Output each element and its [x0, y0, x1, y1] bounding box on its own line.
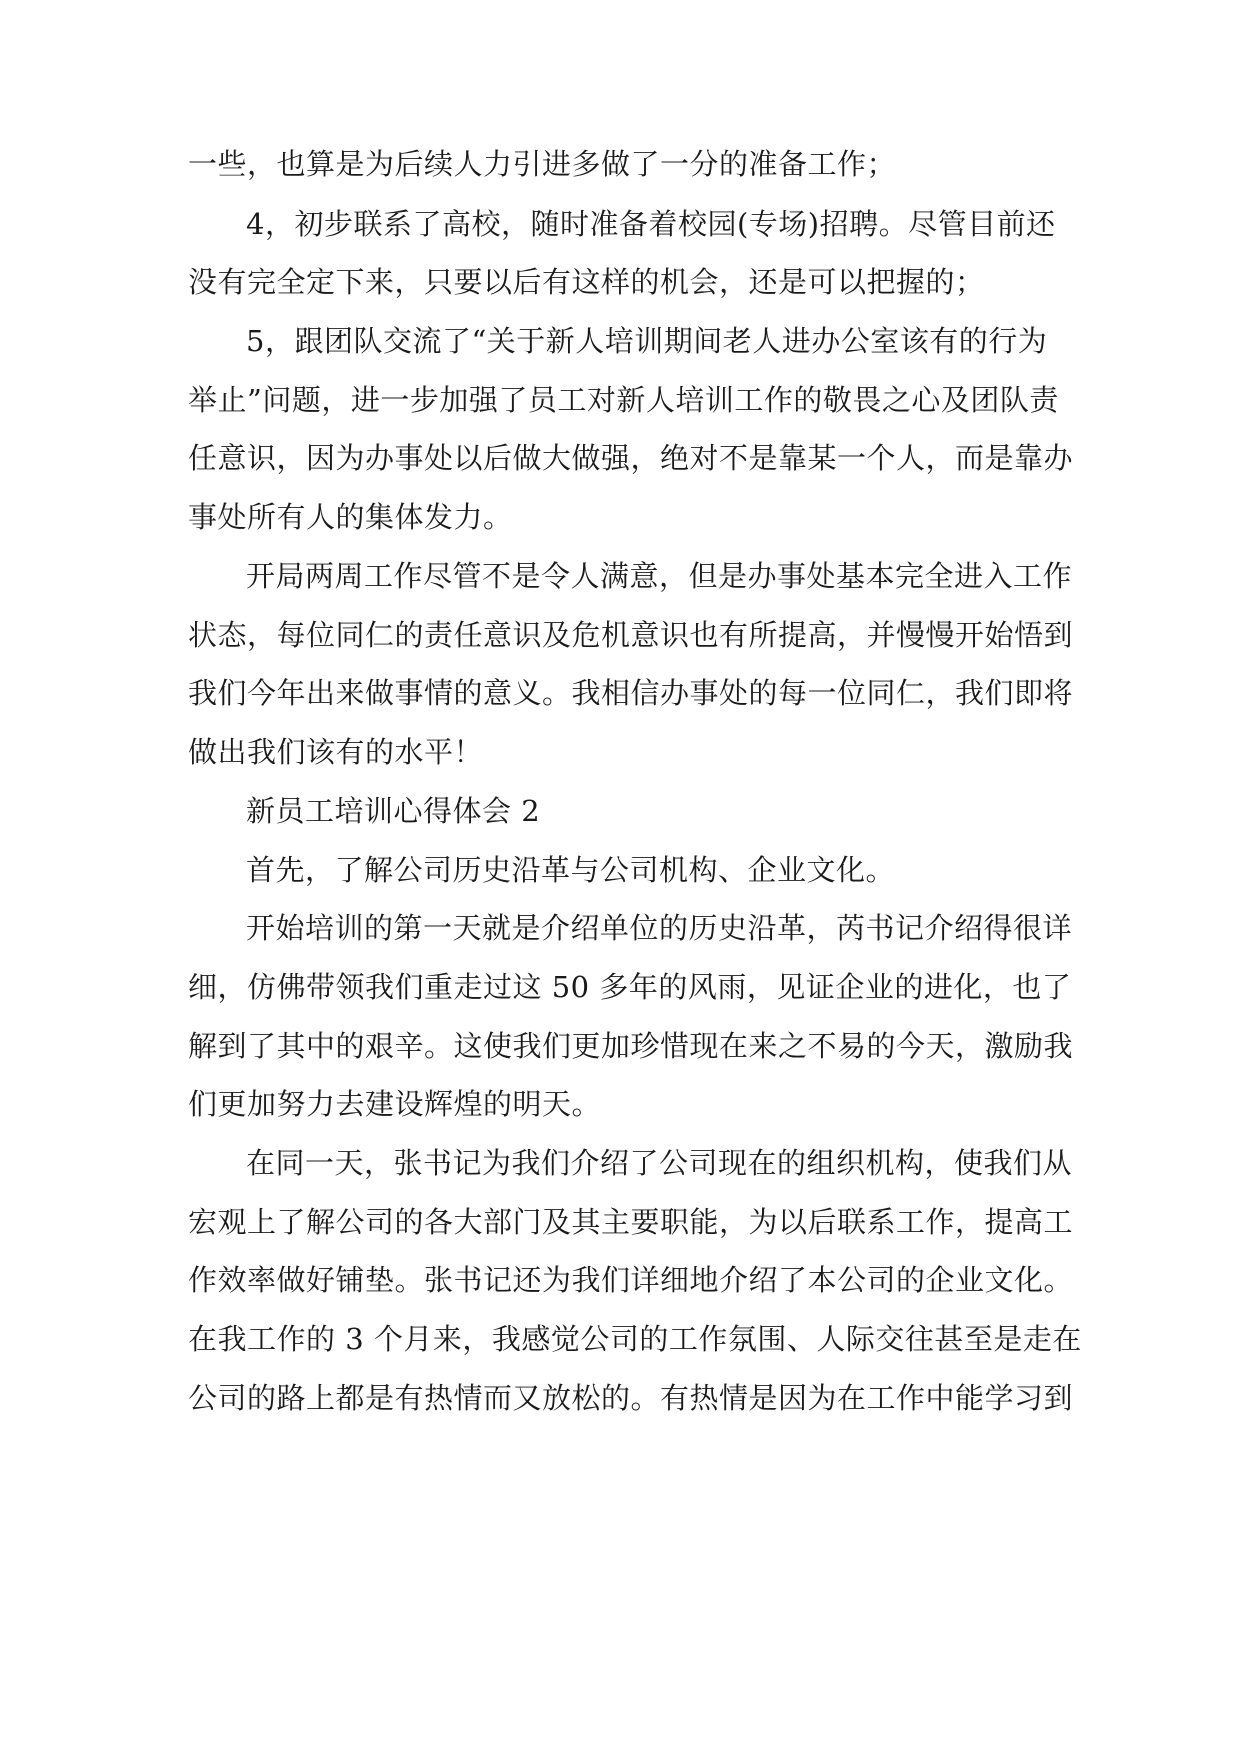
text-line: 一些，也算是为后续人力引进多做了一分的准备工作； — [188, 147, 897, 181]
text-line: 们更加努力去建设辉煌的明天。 — [188, 1087, 602, 1121]
text-line: 没有完全定下来，只要以后有这样的机会，还是可以把握的； — [188, 265, 985, 299]
section-heading: 新员工培训心得体会 2 — [246, 794, 541, 828]
text-line: 首先，了解公司历史沿革与公司机构、企业文化。 — [246, 853, 896, 887]
text-line: 开局两周工作尽管不是令人满意，但是办事处基本完全进入工作 — [246, 559, 1073, 593]
text-line: 解到了其中的艰辛。这使我们更加珍惜现在来之不易的今天，激励我 — [188, 1029, 1074, 1063]
text-line: 状态，每位同仁的责任意识及危机意识也有所提高，并慢慢开始悟到 — [188, 618, 1074, 652]
text-line: 4，初步联系了高校，随时准备着校园(专场)招聘。尽管目前还 — [246, 207, 1056, 241]
text-line: 做出我们该有的水平！ — [188, 735, 484, 769]
text-line: 细，仿佛带领我们重走过这 50 多年的风雨，见证企业的进化，也了 — [188, 970, 1072, 1004]
text-line: 我们今年出来做事情的意义。我相信办事处的每一位同仁，我们即将 — [188, 676, 1074, 710]
text-line: 宏观上了解公司的各大部门及其主要职能，为以后联系工作，提高工 — [188, 1205, 1074, 1239]
text-line: 任意识，因为办事处以后做大做强，绝对不是靠某一个人，而是靠办 — [188, 441, 1074, 475]
text-line: 公司的路上都是有热情而又放松的。有热情是因为在工作中能学习到 — [188, 1381, 1074, 1415]
text-line: 在我工作的 3 个月来，我感觉公司的工作氛围、人际交往甚至是走在 — [188, 1322, 1082, 1356]
text-line: 事处所有人的集体发力。 — [188, 500, 513, 534]
text-line: 在同一天，张书记为我们介绍了公司现在的组织机构，使我们从 — [246, 1146, 1073, 1180]
text-line: 5，跟团队交流了“关于新人培训期间老人进办公室该有的行为 — [246, 324, 1048, 358]
text-line: 作效率做好铺垫。张书记还为我们详细地介绍了本公司的企业文化。 — [188, 1263, 1074, 1297]
text-line: 举止”问题，进一步加强了员工对新人培训工作的敬畏之心及团队责 — [188, 383, 1059, 417]
text-line: 开始培训的第一天就是介绍单位的历史沿革，芮书记介绍得很详 — [246, 911, 1073, 945]
